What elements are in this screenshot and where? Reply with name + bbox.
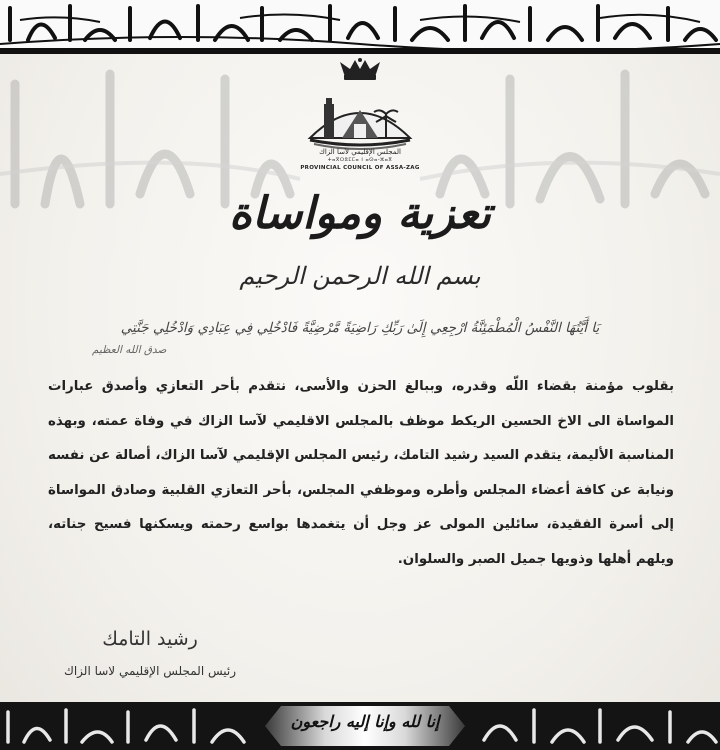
top-calligraphy-band: [0, 0, 720, 50]
page-title: تعزية ومواساة: [228, 188, 491, 239]
signature-name: رشيد التامك: [102, 628, 198, 650]
quran-verse: يَا أَيَّتُهَا النَّفْسُ الْمُطْمَئِنَّةُ ارْجِعِي إِلَىٰ رَبِّكِ رَاضِيَةً مَّرْضِيَّةً فَادْخُلِي فِي عِبَادِي وَادْخُلِي جَنَّتِي: [120, 320, 600, 336]
ribbon-text: إنا لله وإنا إليه راجعون: [290, 712, 440, 731]
logo-text-english: PROVINCIAL COUNCIL OF ASSA-ZAG: [300, 165, 420, 171]
verse-closing: صدق الله العظيم: [92, 344, 167, 356]
logo-text-tifinagh: ⵜⴰⴳⵔⵓⵎⵎⴰ ⵏ ⴰⵙⴰ-ⵣⴰⴳ: [327, 157, 393, 163]
calligraphy-pattern-icon: [0, 0, 720, 48]
signature-role: رئيس المجلس الإقليمي لاسا الزاك: [63, 664, 237, 678]
bottom-calligraphy-band: [0, 702, 720, 750]
basmala: بسم الله الرحمن الرحيم: [239, 262, 481, 290]
logo-text-arabic: المجلس الإقليمي لآسا الزاك: [319, 148, 401, 156]
condolence-body: بقلوب مؤمنة بقضاء اللّه وقدره، وببالغ الحزن والأسى، نتقدم بأحر التعازي وأصدق عبارات المواساة الى الاخ الحسين الريكط موظف بالمجلس الاقليمي لآسا الزاك في وفاة عمته، وبهذه المناسبة الأليمة، يتقدم السيد رشيد التامك، رئيس المجلس الإقليمي لآسا الزاك، أصالة عن نفسه ونيابة عن كافة أعضاء المجلس وأطره وموظفي المجلس، بأحر التعازي القلبية وصادق المواساة إلى أسرة الفقيدة، سائلين المولى عز وجل أن يتغمدها بواسع رحمته ويسكنها فسيح جناته، ويلهم أهلها وذويها جميل الصبر والسلوان.: [48, 379, 674, 567]
